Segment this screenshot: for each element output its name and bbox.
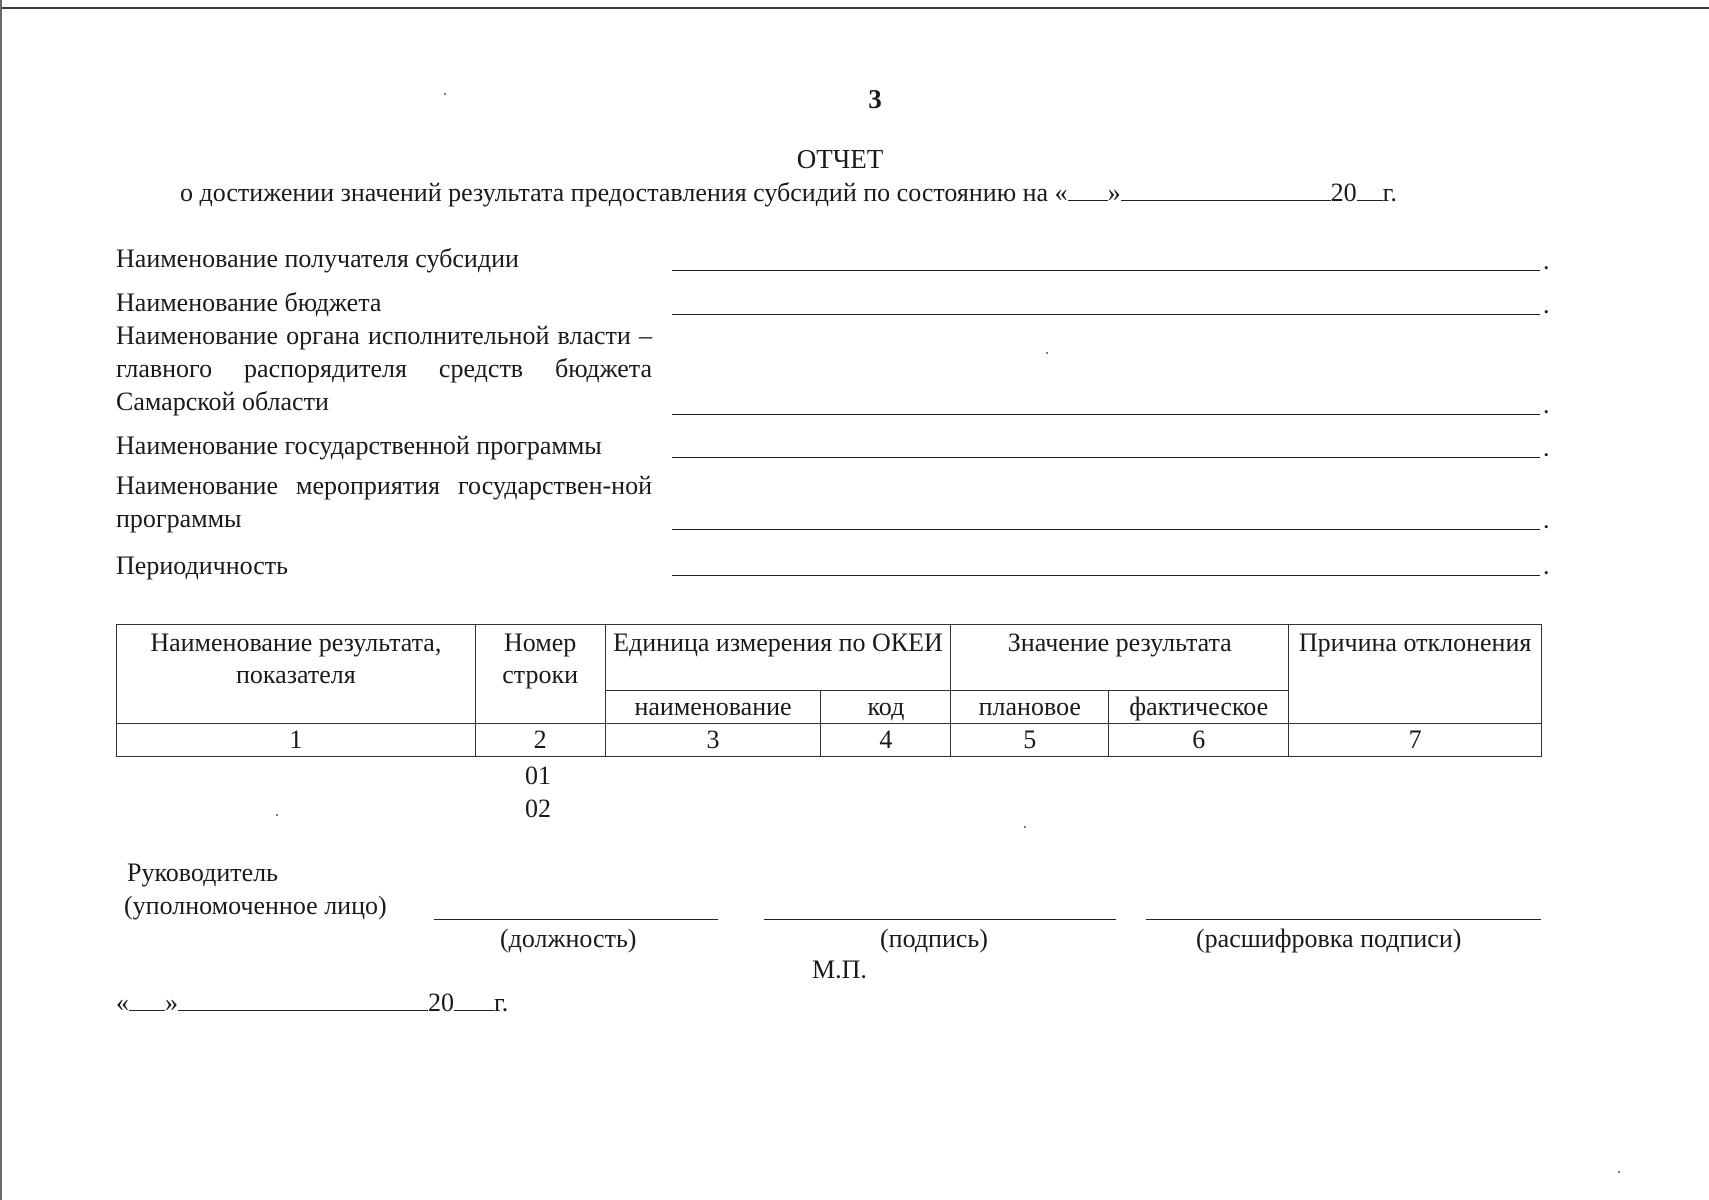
header-unit-code: код [821,691,951,724]
stamp-place: М.П. [812,955,867,984]
header-unit: Единица измерения по ОКЕИ [605,625,951,691]
date-day-blank[interactable] [129,988,165,1011]
scan-speck [276,814,278,816]
row-number: 01 [525,761,551,790]
results-table [116,624,1542,757]
column-number: 3 [605,724,821,757]
header-line-number: Номер строки [475,625,605,724]
field-end-budget: . [1543,290,1550,319]
date-quote-close: » [165,988,178,1017]
signature-caption: (подпись) [880,924,988,953]
scan-speck [1024,826,1026,828]
field-end-program: . [1543,433,1550,462]
decoding-caption: (расшифровка подписи) [1196,924,1462,953]
field-line-recipient[interactable] [672,270,1540,271]
scan-speck [444,93,446,95]
scan-top-edge [0,0,1709,9]
field-label-program: Наименование государственной программы [116,431,602,460]
row-number: 02 [525,794,551,823]
header-value-actual: фактическое [1109,691,1289,724]
column-number: 4 [821,724,951,757]
page-number: 3 [868,84,882,114]
head-label: Руководитель [127,858,278,887]
field-line-program[interactable] [672,457,1540,458]
scan-left-edge [0,0,2,1200]
authorized-label: (уполномоченное лицо) [124,891,387,920]
subtitle-quote-close: » [1107,178,1121,207]
date-month-blank[interactable] [178,988,428,1011]
header-value: Значение результата [951,625,1289,691]
subtitle-year-suffix: г. [1382,178,1397,207]
field-label-authority: Наименование органа исполнительной власти – главного распорядителя средств бюджета Самарской области [116,321,652,416]
field-line-periodicity[interactable] [672,575,1540,576]
date-year-blank[interactable] [454,988,494,1011]
header-deviation: Причина отклонения [1289,625,1542,724]
subtitle-text: о достижении значений результата предоставления субсидий по состоянию на « [180,178,1068,207]
field-end-periodicity: . [1543,551,1550,580]
field-end-measure: . [1543,505,1550,534]
field-line-budget[interactable] [672,314,1540,315]
date-quote-open: « [116,988,129,1017]
field-end-authority: . [1543,390,1550,419]
table-column-numbers-row [117,724,1542,757]
position-caption: (должность) [500,924,637,953]
signature-line[interactable] [764,919,1116,920]
table-header-row [117,625,1542,691]
column-number: 5 [951,724,1109,757]
field-label-periodicity: Периодичность [116,551,289,580]
field-label-recipient: Наименование получателя субсидии [116,244,519,273]
header-value-planned: плановое [951,691,1109,724]
field-end-recipient: . [1543,246,1550,275]
column-number: 6 [1109,724,1289,757]
year-blank [1357,178,1383,201]
report-subtitle [180,178,1397,208]
scan-speck [1046,352,1048,354]
column-number: 1 [117,724,476,757]
subtitle-year-prefix: 20 [1330,178,1357,207]
date-year-suffix: г. [494,988,509,1017]
field-line-authority[interactable] [672,414,1540,415]
report-title: ОТЧЕТ [796,144,884,174]
field-label-measure: Наименование мероприятия государствен-ной программы [116,471,652,533]
date-year-prefix: 20 [428,988,454,1017]
day-blank [1068,178,1108,201]
header-result-name: Наименование результата, показателя [117,625,476,724]
month-blank [1121,178,1331,201]
field-line-measure[interactable] [672,529,1540,530]
position-line[interactable] [434,919,718,920]
scan-speck [1618,1171,1620,1173]
field-label-budget: Наименование бюджета [116,288,382,317]
column-number: 7 [1289,724,1542,757]
decoding-line[interactable] [1146,919,1541,920]
column-number: 2 [475,724,605,757]
signature-date [116,988,508,1018]
header-unit-name: наименование [605,691,821,724]
